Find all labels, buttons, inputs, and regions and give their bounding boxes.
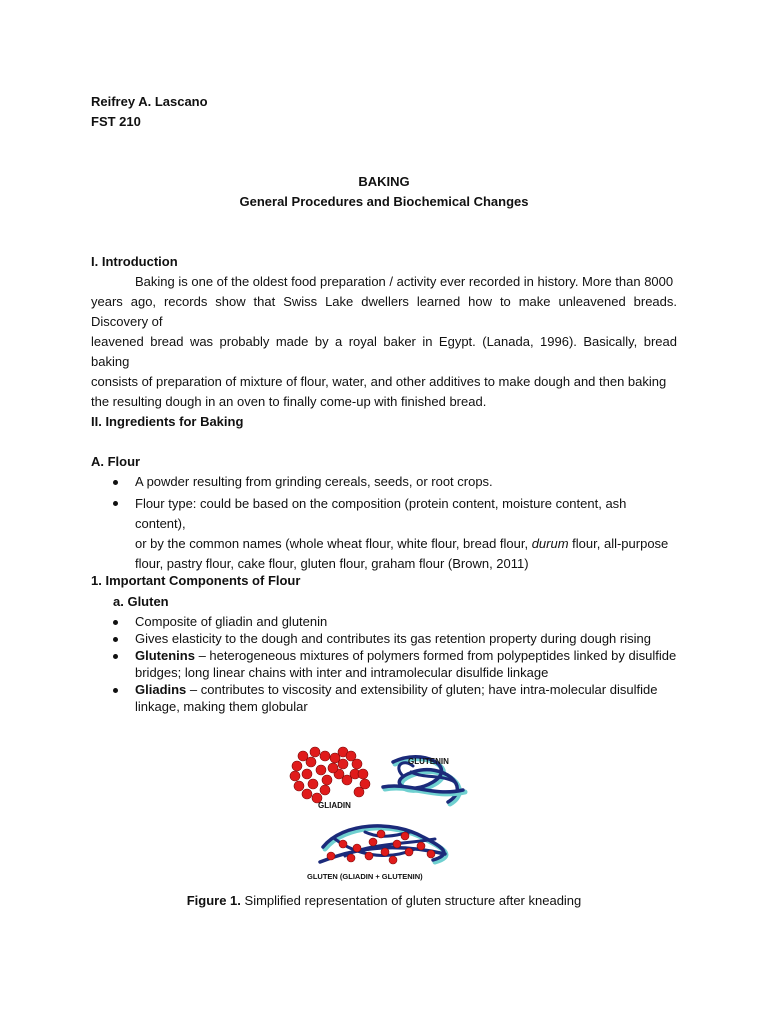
term-gliadins: Gliadins: [135, 682, 187, 697]
bullet-text: – heterogeneous mixtures of polymers formed from polypeptides linked by disulfide: [194, 648, 677, 663]
bullet-text: Flour type: could be based on the composition (protein content, moisture content, ash content),: [135, 496, 627, 531]
figure-caption: [0, 893, 768, 908]
list-item: [113, 473, 678, 490]
glutenin-label: GLUTENIN: [408, 757, 449, 766]
flour-heading: A. Flour: [91, 454, 141, 469]
doc-title: BAKING: [358, 174, 410, 189]
bullet-text: bridges; long linear chains with inter and intramolecular disulfide linkage: [135, 665, 549, 680]
bullet-text: Composite of gliadin and glutenin: [135, 614, 328, 629]
list-item: [113, 681, 678, 715]
bullet-dot-icon: [113, 480, 118, 485]
gluten-bullet-list: [113, 613, 678, 715]
flour-bullet-list: [113, 473, 678, 574]
bullet-text-line: [135, 534, 678, 554]
bullet-dot-icon: [113, 688, 118, 693]
intro-line: leavened bread was probably made by a royal baker in Egypt. (Lanada, 1996). Basically, bread baking: [91, 334, 677, 369]
figure-caption-label: Figure 1.: [186, 893, 241, 908]
gliadin-label: GLIADIN: [318, 801, 351, 810]
bullet-text: linkage, making them globular: [135, 699, 308, 714]
intro-line: consists of preparation of mixture of flour, water, and other additives to make dough and then baking: [91, 374, 667, 389]
bullet-dot-icon: [113, 654, 118, 659]
bullet-text: A powder resulting from grinding cereals, seeds, or root crops.: [135, 474, 493, 489]
doc-subtitle: General Procedures and Biochemical Changes: [239, 194, 529, 209]
gluten-figure: [285, 744, 485, 884]
bullet-text-part: flour, all-purpose: [568, 536, 669, 551]
figure-caption-text: Simplified representation of gluten structure after kneading: [240, 893, 582, 908]
italic-term: durum: [531, 536, 569, 551]
term-glutenins: Glutenins: [135, 648, 195, 663]
intro-paragraph: [91, 272, 677, 412]
course-code: FST 210: [91, 114, 141, 129]
gluten-structure-illustration: [285, 744, 485, 884]
intro-line: Baking is one of the oldest food preparation / activity ever recorded in history. More than 8000: [135, 274, 674, 289]
bullet-dot-icon: [113, 620, 118, 625]
intro-line: years ago, records show that Swiss Lake dwellers learned how to make unleavened breads. Discovery of: [91, 294, 677, 329]
gluten-subheading: a. Gluten: [113, 594, 169, 609]
bullet-text: – contributes to viscosity and extensibility of gluten; have intra-molecular disulfide: [186, 682, 658, 697]
bullet-dot-icon: [113, 637, 118, 642]
author-name: Reifrey A. Lascano: [91, 94, 208, 109]
bullet-text-part: or by the common names (whole wheat flour, white flour, bread flour,: [135, 536, 532, 551]
list-item: [113, 494, 678, 574]
intro-line: the resulting dough in an oven to finally come-up with finished bread.: [91, 394, 487, 409]
bullet-text: flour, pastry flour, cake flour, gluten flour, graham flour (Brown, 2011): [135, 556, 529, 571]
bullet-dot-icon: [113, 501, 118, 506]
gliadin-beads: [290, 747, 370, 803]
gluten-label: GLUTEN (GLIADIN + GLUTENIN): [307, 872, 423, 881]
ingredients-heading: II. Ingredients for Baking: [91, 414, 244, 429]
list-item: [113, 630, 678, 647]
list-item: [113, 613, 678, 630]
components-heading: 1. Important Components of Flour: [91, 573, 301, 588]
intro-heading: I. Introduction: [91, 254, 178, 269]
list-item: [113, 647, 678, 681]
bullet-text: Gives elasticity to the dough and contributes its gas retention property during dough rising: [135, 631, 651, 646]
